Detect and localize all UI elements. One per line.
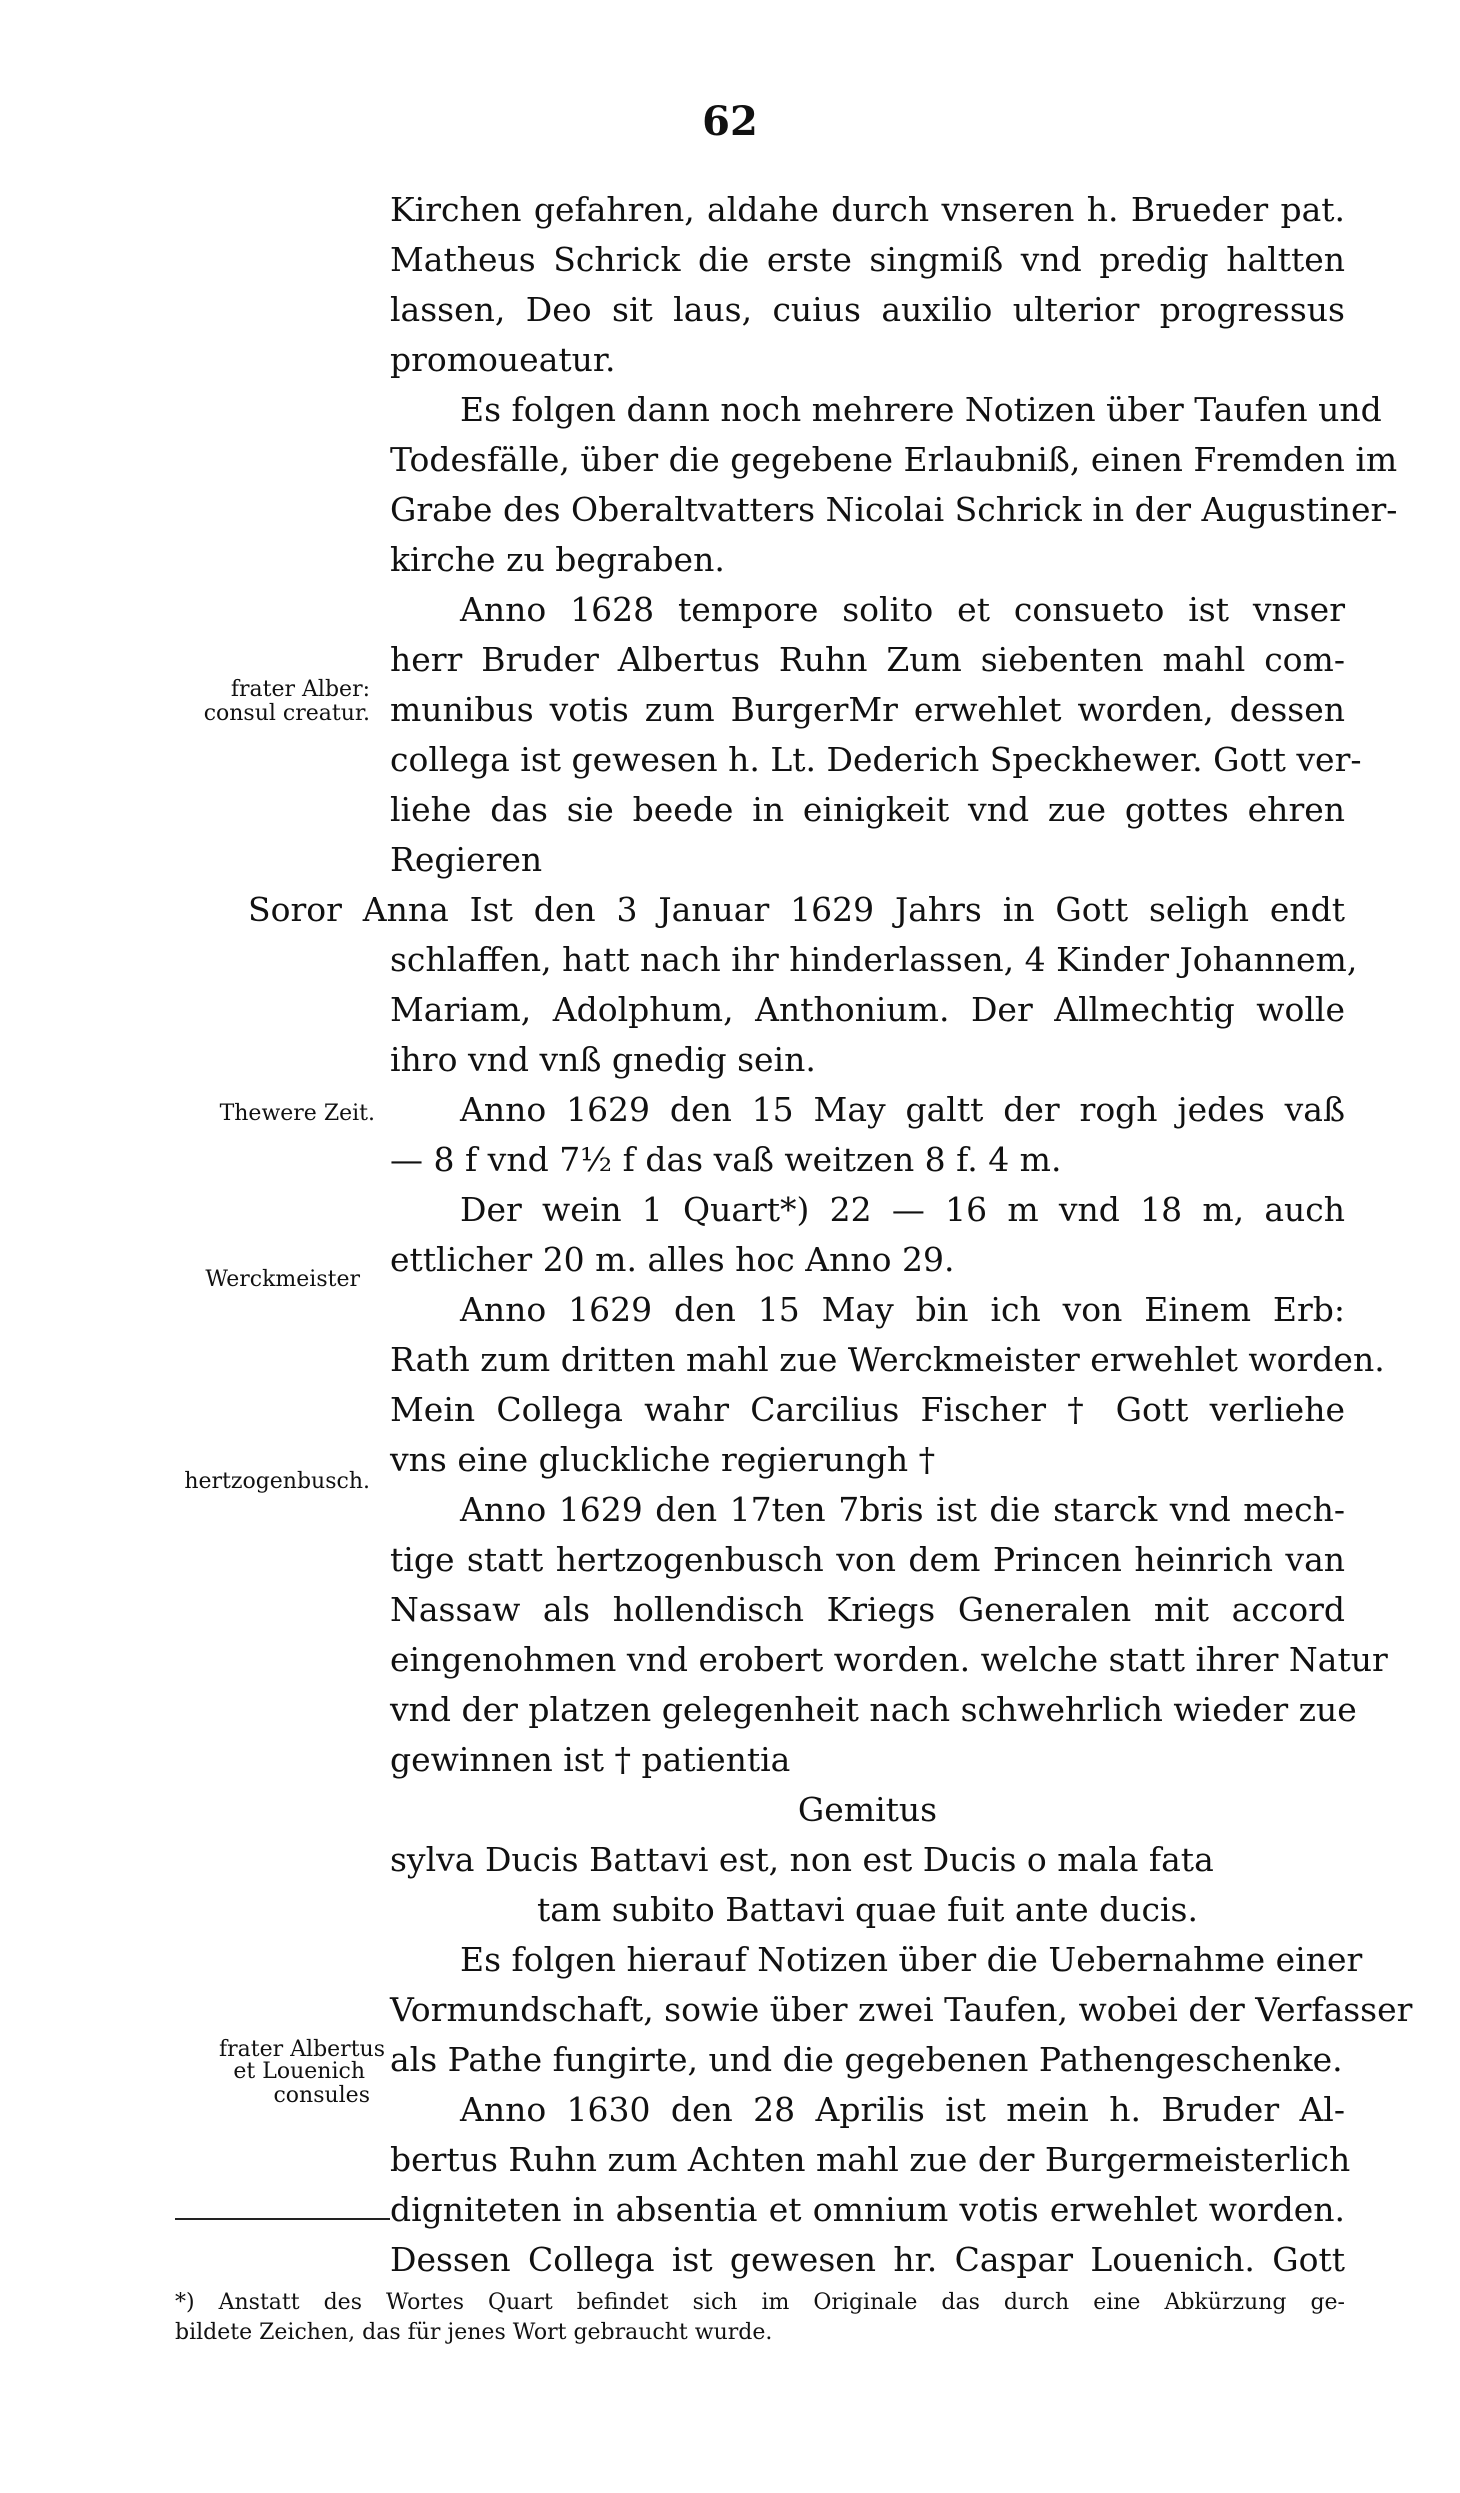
text-line: Mein Collega wahr Carcilius Fischer † Gott verliehe	[390, 1390, 1345, 1429]
text-line: Nassaw als hollendisch Kriegs Generalen mit accord	[390, 1590, 1345, 1629]
text-line: bertus Ruhn zum Achten mahl zue der Burgermeisterlich	[390, 2140, 1351, 2179]
text-line: Soror Anna Ist den 3 Januar 1629 Jahrs in Gott seligh endt	[248, 890, 1345, 929]
text-line: tige statt hertzogenbusch von dem Princen heinrich van	[390, 1540, 1345, 1579]
text-line: — 8 f vnd 7½ f das vaß weitzen 8 f. 4 m.	[390, 1140, 1062, 1179]
text-line: Regieren	[390, 840, 543, 879]
text-line: Mariam, Adolphum, Anthonium. Der Allmechtig wolle	[390, 990, 1345, 1029]
margin-note: consul creatur.	[203, 701, 370, 726]
footnote-line: *) Anstatt des Wortes Quart befindet sich im Originale das durch eine Abkürzung ge-	[175, 2290, 1345, 2315]
text-line: als Pathe fungirte, und die gegebenen Pathengeschenke.	[390, 2040, 1343, 2079]
text-line: collega ist gewesen h. Lt. Dederich Speckhewer. Gott ver-	[390, 740, 1362, 779]
text-line: digniteten in absentia et omnium votis erwehlet worden.	[390, 2190, 1345, 2229]
text-line: liehe das sie beede in einigkeit vnd zue gottes ehren	[390, 790, 1345, 829]
text-line: Der wein 1 Quart*) 22 — 16 m vnd 18 m, auch	[460, 1190, 1345, 1229]
margin-note: consules	[273, 2083, 370, 2108]
page-number: 62	[702, 98, 758, 145]
text-line: Matheus Schrick die erste singmiß vnd predig haltten	[390, 240, 1345, 279]
margin-note: et Louenich	[233, 2059, 365, 2084]
margin-note: Thewere Zeit.	[219, 1101, 375, 1126]
text-line: herr Bruder Albertus Ruhn Zum siebenten mahl com-	[390, 640, 1345, 679]
text-line: eingenohmen vnd erobert worden. welche statt ihrer Natur	[390, 1640, 1388, 1679]
margin-note: Werckmeister	[205, 1267, 360, 1292]
text-line: Anno 1630 den 28 Aprilis ist mein h. Bruder Al-	[460, 2090, 1345, 2129]
margin-note: frater Albertus	[219, 2037, 385, 2062]
text-line: gewinnen ist † patientia	[390, 1740, 791, 1779]
text-line: vns eine gluckliche regierungh †	[390, 1440, 936, 1479]
poem-line: tam subito Battavi quae fuit ante ducis.	[537, 1890, 1198, 1929]
text-line: Vormundschaft, sowie über zwei Taufen, wobei der Verfasser	[390, 1990, 1413, 2029]
text-line: Anno 1629 den 15 May galtt der rogh jedes vaß	[460, 1090, 1345, 1129]
text-line: vnd der platzen gelegenheit nach schwehrlich wieder zue	[390, 1690, 1357, 1729]
text-line: schlaffen, hatt nach ihr hinderlassen, 4 Kinder Johannem,	[390, 940, 1358, 979]
text-line: munibus votis zum BurgerMr erwehlet worden, dessen	[390, 690, 1345, 729]
text-line: kirche zu begraben.	[390, 540, 725, 579]
poem-line: sylva Ducis Battavi est, non est Ducis o mala fata	[390, 1840, 1214, 1879]
text-line: ihro vnd vnß gnedig sein.	[390, 1040, 816, 1079]
margin-note: frater Alber:	[230, 677, 370, 702]
margin-note: hertzogenbusch.	[184, 1469, 370, 1494]
text-line: ettlicher 20 m. alles hoc Anno 29.	[390, 1240, 955, 1279]
text-line: lassen, Deo sit laus, cuius auxilio ulterior progressus	[390, 290, 1345, 329]
text-line: promoueatur.	[390, 340, 616, 379]
text-line: Anno 1628 tempore solito et consueto ist vnser	[460, 590, 1345, 629]
footnote-rule	[175, 2218, 390, 2220]
text-line: Grabe des Oberaltvatters Nicolai Schrick in der Augustiner-	[390, 490, 1398, 529]
poem-title: Gemitus	[797, 1790, 938, 1829]
footnote-line: bildete Zeichen, das für jenes Wort gebraucht wurde.	[175, 2320, 773, 2345]
text-line: Dessen Collega ist gewesen hr. Caspar Louenich. Gott	[390, 2240, 1345, 2279]
text-line: Es folgen hierauf Notizen über die Uebernahme einer	[460, 1940, 1363, 1979]
text-line: Todesfälle, über die gegebene Erlaubniß, einen Fremden im	[390, 440, 1398, 479]
text-line: Anno 1629 den 17ten 7bris ist die starck vnd mech-	[460, 1490, 1345, 1529]
text-line: Es folgen dann noch mehrere Notizen über Taufen und	[460, 390, 1382, 429]
text-line: Kirchen gefahren, aldahe durch vnseren h. Brueder pat.	[390, 190, 1345, 229]
text-line: Anno 1629 den 15 May bin ich von Einem Erb:	[460, 1290, 1345, 1329]
text-line: Rath zum dritten mahl zue Werckmeister erwehlet worden.	[390, 1340, 1385, 1379]
